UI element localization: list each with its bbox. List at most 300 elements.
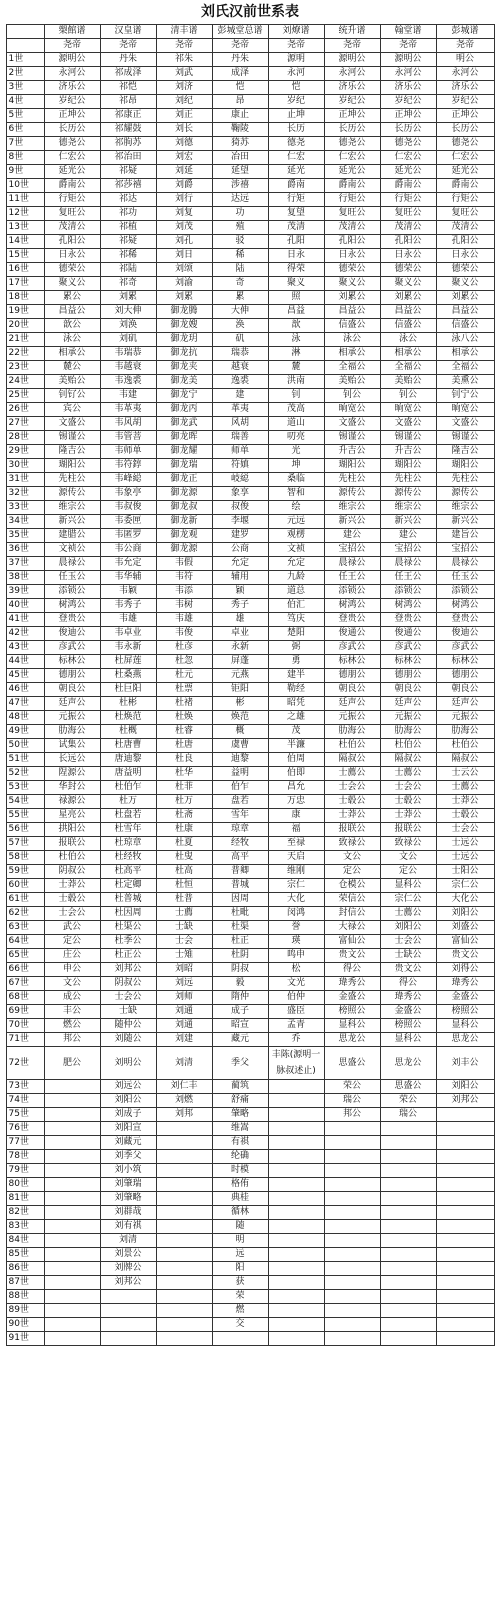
- table-cell: 昌益公: [324, 305, 380, 319]
- table-cell: 杜季公: [100, 935, 156, 949]
- table-cell: 祁陆: [100, 263, 156, 277]
- table-cell: 焕范: [212, 711, 268, 725]
- table-cell: 士会公: [380, 935, 436, 949]
- generation-label: 40世: [6, 599, 44, 613]
- table-cell: 刘阳公: [436, 907, 494, 921]
- table-cell: 琼章: [212, 823, 268, 837]
- table-cell: 长历: [268, 123, 324, 137]
- table-cell: 祁功: [100, 207, 156, 221]
- table-cell: 岁纪: [268, 95, 324, 109]
- table-row: [6, 1276, 494, 1290]
- table-cell: 杜屏莲: [100, 655, 156, 669]
- generation-label: 69世: [6, 1005, 44, 1019]
- table-cell: 日永公: [380, 249, 436, 263]
- generation-label: 62世: [6, 907, 44, 921]
- table-cell: 贵文公: [324, 949, 380, 963]
- table-cell: 富仙公: [436, 935, 494, 949]
- table-cell: [44, 1136, 100, 1150]
- table-cell: 杜康: [156, 823, 212, 837]
- table-cell: 韦瑞恭: [100, 347, 156, 361]
- table-cell: 刘远公: [100, 1080, 156, 1094]
- table-cell: 复望: [268, 207, 324, 221]
- table-cell: 俊迪公: [44, 627, 100, 641]
- table-cell: 思盛公: [324, 1047, 380, 1080]
- table-cell: 弼: [268, 641, 324, 655]
- table-row: [6, 935, 494, 949]
- table-cell: 智和: [268, 487, 324, 501]
- table-row: [6, 1332, 494, 1346]
- table-cell: 士莽公: [436, 795, 494, 809]
- table-cell: 邦公: [324, 1108, 380, 1122]
- table-cell: 致禄公: [324, 837, 380, 851]
- table-cell: [436, 1220, 494, 1234]
- table-row: [6, 263, 494, 277]
- table-cell: 杜普城: [100, 893, 156, 907]
- table-row: [6, 879, 494, 893]
- generation-label: 32世: [6, 487, 44, 501]
- table-cell: 朝良公: [44, 683, 100, 697]
- table-cell: [324, 1178, 380, 1192]
- generation-label: 12世: [6, 207, 44, 221]
- table-cell: 刘涣: [100, 319, 156, 333]
- table-row: [6, 67, 494, 81]
- table-cell: 祁耀鼓: [100, 123, 156, 137]
- table-cell: [380, 1248, 436, 1262]
- table-cell: 彦武公: [324, 641, 380, 655]
- table-cell: 韦俊: [156, 627, 212, 641]
- table-row: [6, 347, 494, 361]
- table-cell: 标林公: [44, 655, 100, 669]
- generation-label: 55世: [6, 809, 44, 823]
- generation-label: 86世: [6, 1262, 44, 1276]
- table-row: [6, 95, 494, 109]
- table-cell: 宝招公: [436, 543, 494, 557]
- table-cell: 思龙公: [436, 1033, 494, 1047]
- table-cell: 刘宏: [156, 151, 212, 165]
- generation-label: 56世: [6, 823, 44, 837]
- table-cell: 伯即: [268, 767, 324, 781]
- table-cell: 树鸿公: [436, 599, 494, 613]
- table-cell: 刘累: [156, 291, 212, 305]
- header-row-sources: [6, 25, 494, 39]
- table-cell: 济乐公: [44, 81, 100, 95]
- table-cell: 御龙丙: [156, 403, 212, 417]
- generation-label: 2世: [6, 67, 44, 81]
- table-cell: 革夷: [212, 403, 268, 417]
- table-cell: 杜渠公: [100, 921, 156, 935]
- column-subheader: 尧帝: [268, 39, 324, 53]
- table-cell: 致禄公: [380, 837, 436, 851]
- table-cell: 俊通公: [380, 627, 436, 641]
- table-cell: 俊迪公: [436, 627, 494, 641]
- table-cell: 肇略: [212, 1108, 268, 1122]
- table-cell: 士会公: [380, 781, 436, 795]
- table-cell: 鞠陵: [212, 123, 268, 137]
- table-row: [6, 711, 494, 725]
- table-cell: [156, 1248, 212, 1262]
- table-cell: 昌益: [268, 305, 324, 319]
- table-cell: 刘小筑: [100, 1164, 156, 1178]
- table-cell: [44, 1234, 100, 1248]
- table-cell: [156, 1192, 212, 1206]
- table-cell: 彦武公: [44, 641, 100, 655]
- table-cell: [156, 1122, 212, 1136]
- generation-label: 90世: [6, 1318, 44, 1332]
- table-cell: [380, 1206, 436, 1220]
- table-cell: [268, 1248, 324, 1262]
- generation-label: 82世: [6, 1206, 44, 1220]
- table-cell: 杜恒: [156, 879, 212, 893]
- table-cell: [44, 1304, 100, 1318]
- table-cell: 士莽公: [44, 879, 100, 893]
- table-cell: 孔阳公: [324, 235, 380, 249]
- table-cell: 隔叔公: [380, 753, 436, 767]
- table-cell: 伯汇: [268, 599, 324, 613]
- table-cell: 正坤公: [436, 109, 494, 123]
- table-cell: 随仲公: [100, 1019, 156, 1033]
- table-cell: 韦叔俊: [100, 501, 156, 515]
- table-cell: 昌允: [268, 781, 324, 795]
- table-cell: 显科公: [324, 1019, 380, 1033]
- table-cell: 仁宏公: [380, 151, 436, 165]
- table-cell: [44, 1276, 100, 1290]
- table-cell: 祁成泽: [100, 67, 156, 81]
- table-cell: 祁达: [100, 193, 156, 207]
- table-cell: 高平: [212, 851, 268, 865]
- table-cell: 杜夏: [156, 837, 212, 851]
- table-cell: 祁植: [100, 221, 156, 235]
- generation-label: 49世: [6, 725, 44, 739]
- table-cell: 累: [212, 291, 268, 305]
- table-cell: 韦卓业: [100, 627, 156, 641]
- generation-label: 88世: [6, 1290, 44, 1304]
- table-cell: 蔺筑: [212, 1080, 268, 1094]
- table-cell: 杜普: [156, 893, 212, 907]
- table-cell: 日永: [268, 249, 324, 263]
- table-cell: 孔阳公: [44, 235, 100, 249]
- table-cell: 杜伯公: [436, 739, 494, 753]
- table-cell: [380, 1332, 436, 1346]
- table-cell: 文公: [380, 851, 436, 865]
- table-cell: 相承公: [436, 347, 494, 361]
- table-cell: 士薦: [156, 907, 212, 921]
- generation-label: 5世: [6, 109, 44, 123]
- generation-label: 52世: [6, 767, 44, 781]
- table-cell: 邦公: [44, 1033, 100, 1047]
- generation-label: 28世: [6, 431, 44, 445]
- column-subheader: 尧帝: [44, 39, 100, 53]
- table-cell: 德朋公: [436, 669, 494, 683]
- table-row: [6, 1192, 494, 1206]
- table-cell: [268, 1318, 324, 1332]
- table-row: [6, 1234, 494, 1248]
- column-header: 统升谱: [324, 25, 380, 39]
- table-cell: [156, 1290, 212, 1304]
- corner-cell: [6, 39, 44, 53]
- table-cell: 茂清公: [380, 221, 436, 235]
- table-cell: 累公: [44, 291, 100, 305]
- table-cell: 杜菲: [156, 781, 212, 795]
- table-cell: 申公: [44, 963, 100, 977]
- generation-label: 15世: [6, 249, 44, 263]
- table-cell: [436, 1248, 494, 1262]
- table-cell: 显科公: [436, 1019, 494, 1033]
- table-row: [6, 655, 494, 669]
- table-cell: 麓: [268, 361, 324, 375]
- table-cell: [100, 1332, 156, 1346]
- column-header: 翰堂谱: [380, 25, 436, 39]
- table-cell: [44, 1080, 100, 1094]
- table-cell: 观楞: [268, 529, 324, 543]
- table-cell: 德尧公: [436, 137, 494, 151]
- table-row: [6, 963, 494, 977]
- table-cell: 报联公: [324, 823, 380, 837]
- table-cell: 孔阳: [268, 235, 324, 249]
- table-row: [6, 627, 494, 641]
- table-row: [6, 235, 494, 249]
- table-cell: 刘邦: [156, 1108, 212, 1122]
- table-cell: 瑋秀公: [380, 991, 436, 1005]
- table-cell: 随: [212, 1220, 268, 1234]
- table-cell: 宗仁: [268, 879, 324, 893]
- table-cell: 行矩公: [436, 193, 494, 207]
- table-cell: 岁纪公: [380, 95, 436, 109]
- generation-label: 84世: [6, 1234, 44, 1248]
- table-cell: 士阳公: [436, 865, 494, 879]
- table-cell: 杜焕: [156, 711, 212, 725]
- table-cell: 杜伯公: [44, 851, 100, 865]
- table-row: [6, 907, 494, 921]
- table-cell: 杜琼章: [100, 837, 156, 851]
- generation-label: 41世: [6, 613, 44, 627]
- table-cell: 孔阳公: [436, 235, 494, 249]
- generation-label: 43世: [6, 641, 44, 655]
- table-cell: 士会公: [100, 991, 156, 1005]
- table-cell: 正坤公: [324, 109, 380, 123]
- table-cell: 绘: [268, 501, 324, 515]
- table-cell: 相承公: [44, 347, 100, 361]
- table-cell: 刘累公: [436, 291, 494, 305]
- table-cell: 元远: [268, 515, 324, 529]
- table-cell: 士会: [156, 935, 212, 949]
- table-cell: 成泽: [212, 67, 268, 81]
- table-cell: 杜褚: [156, 697, 212, 711]
- table-cell: 泳公: [44, 333, 100, 347]
- table-cell: 刘季父: [100, 1150, 156, 1164]
- table-cell: 士毂公: [44, 893, 100, 907]
- table-cell: 维宗公: [380, 501, 436, 515]
- table-cell: 源传公: [44, 487, 100, 501]
- table-cell: 瑞恭: [212, 347, 268, 361]
- table-cell: 刘武: [156, 67, 212, 81]
- table-cell: 瑞公: [324, 1094, 380, 1108]
- table-cell: 树鸿公: [324, 599, 380, 613]
- table-cell: 行矩: [268, 193, 324, 207]
- table-cell: 爵南公: [436, 179, 494, 193]
- table-cell: [380, 1220, 436, 1234]
- table-cell: 全福公: [380, 361, 436, 375]
- table-cell: [268, 1304, 324, 1318]
- table-cell: 金盛公: [436, 991, 494, 1005]
- table-cell: [268, 1178, 324, 1192]
- table-cell: 聚义公: [44, 277, 100, 291]
- table-cell: 刘爵: [156, 179, 212, 193]
- generation-label: 59世: [6, 865, 44, 879]
- table-cell: 成公: [44, 991, 100, 1005]
- table-cell: 先柱公: [380, 473, 436, 487]
- table-cell: 士薦公: [380, 907, 436, 921]
- table-cell: 建公: [380, 529, 436, 543]
- table-cell: 杜伯公: [324, 739, 380, 753]
- table-row: [6, 977, 494, 991]
- table-cell: 刘通: [156, 1005, 212, 1019]
- table-cell: 标林公: [436, 655, 494, 669]
- table-cell: 元燕: [212, 669, 268, 683]
- table-cell: 宝招公: [380, 543, 436, 557]
- table-cell: 祁疑: [100, 235, 156, 249]
- table-cell: 肋海公: [44, 725, 100, 739]
- column-header: 汉皇谱: [100, 25, 156, 39]
- table-cell: 韦雄: [156, 613, 212, 627]
- table-cell: 御龙腾: [156, 305, 212, 319]
- table-cell: [100, 1304, 156, 1318]
- table-cell: 奇: [212, 277, 268, 291]
- table-cell: 刘阳公: [436, 1080, 494, 1094]
- table-row: [6, 291, 494, 305]
- table-cell: [156, 1164, 212, 1178]
- table-cell: 祁疑: [100, 165, 156, 179]
- table-cell: 廷声公: [324, 697, 380, 711]
- table-cell: [156, 1150, 212, 1164]
- table-row: [6, 543, 494, 557]
- table-cell: [324, 1234, 380, 1248]
- table-cell: 士缺: [156, 921, 212, 935]
- table-cell: 康: [268, 809, 324, 823]
- table-cell: 韦委匣: [100, 515, 156, 529]
- generation-label: 39世: [6, 585, 44, 599]
- generation-label: 16世: [6, 263, 44, 277]
- table-row: [6, 991, 494, 1005]
- table-cell: 刘清: [156, 1047, 212, 1080]
- table-cell: [380, 1178, 436, 1192]
- table-row: [6, 641, 494, 655]
- lineage-table: [6, 24, 495, 1346]
- table-cell: 刘累: [100, 291, 156, 305]
- table-cell: 韦华辅: [100, 571, 156, 585]
- table-cell: [380, 1164, 436, 1178]
- table-cell: 概: [212, 725, 268, 739]
- table-row: [6, 375, 494, 389]
- table-cell: 御龙嫂: [156, 319, 212, 333]
- table-cell: 金盛公: [380, 1005, 436, 1019]
- table-cell: 杜叟: [156, 851, 212, 865]
- table-cell: 树鸿公: [44, 599, 100, 613]
- table-cell: 杜万: [156, 795, 212, 809]
- table-cell: 刘群哉: [100, 1206, 156, 1220]
- table-row: [6, 137, 494, 151]
- table-cell: 禄源公: [44, 795, 100, 809]
- generation-label: 13世: [6, 221, 44, 235]
- table-cell: 半濂: [268, 739, 324, 753]
- generation-label: 21世: [6, 333, 44, 347]
- table-cell: 循林: [212, 1206, 268, 1220]
- table-cell: 刘孔: [156, 235, 212, 249]
- table-cell: 士薦公: [380, 767, 436, 781]
- table-cell: 升吉公: [324, 445, 380, 459]
- table-cell: 爵南公: [380, 179, 436, 193]
- table-cell: 御龙观: [156, 529, 212, 543]
- table-cell: 定公: [324, 865, 380, 879]
- table-cell: 明公: [436, 53, 494, 67]
- generation-label: 66世: [6, 963, 44, 977]
- generation-label: 87世: [6, 1276, 44, 1290]
- table-row: [6, 109, 494, 123]
- table-cell: 爵南公: [44, 179, 100, 193]
- table-cell: 思龙公: [324, 1033, 380, 1047]
- table-cell: 刘颂: [156, 263, 212, 277]
- generation-label: 77世: [6, 1136, 44, 1150]
- generation-label: 30世: [6, 459, 44, 473]
- generation-label: 76世: [6, 1122, 44, 1136]
- table-cell: 思盛公: [380, 1080, 436, 1094]
- generation-label: 1世: [6, 53, 44, 67]
- table-cell: 韦颖: [100, 585, 156, 599]
- table-cell: [436, 1276, 494, 1290]
- table-row: [6, 1290, 494, 1304]
- table-cell: 昭凭: [268, 697, 324, 711]
- table-cell: 晌宽公: [436, 403, 494, 417]
- table-cell: 康止: [212, 109, 268, 123]
- table-cell: 榜照公: [324, 1005, 380, 1019]
- table-cell: 阴叔公: [44, 865, 100, 879]
- table-cell: 杜概: [100, 725, 156, 739]
- table-cell: 成子: [212, 1005, 268, 1019]
- table-cell: 桑临: [268, 473, 324, 487]
- generation-label: 91世: [6, 1332, 44, 1346]
- generation-label: 53世: [6, 781, 44, 795]
- table-row: [6, 417, 494, 431]
- table-cell: 复旺公: [324, 207, 380, 221]
- table-cell: [156, 1262, 212, 1276]
- table-cell: 瑋秀公: [324, 977, 380, 991]
- table-cell: 杜高: [156, 865, 212, 879]
- table-row: [6, 949, 494, 963]
- table-cell: 坤: [268, 459, 324, 473]
- table-cell: [44, 1164, 100, 1178]
- generation-label: 50世: [6, 739, 44, 753]
- table-cell: 延光公: [380, 165, 436, 179]
- table-cell: [324, 1136, 380, 1150]
- generation-label: 81世: [6, 1192, 44, 1206]
- table-cell: 钊: [268, 389, 324, 403]
- table-cell: 德朋公: [324, 669, 380, 683]
- table-cell: 鸣申: [268, 949, 324, 963]
- generation-label: 22世: [6, 347, 44, 361]
- table-cell: 叨亮: [268, 431, 324, 445]
- table-cell: 丰陈(源明一脉叔述止): [268, 1047, 324, 1080]
- table-cell: 朝良公: [380, 683, 436, 697]
- table-cell: 正坤公: [380, 109, 436, 123]
- table-cell: 陆: [212, 263, 268, 277]
- table-cell: [324, 1220, 380, 1234]
- table-row: [6, 361, 494, 375]
- table-cell: 永河公: [380, 67, 436, 81]
- table-row: [6, 613, 494, 627]
- table-cell: 御龙武: [156, 417, 212, 431]
- table-cell: 麓公: [44, 361, 100, 375]
- table-cell: 杜盘若: [100, 809, 156, 823]
- table-cell: 德荣公: [380, 263, 436, 277]
